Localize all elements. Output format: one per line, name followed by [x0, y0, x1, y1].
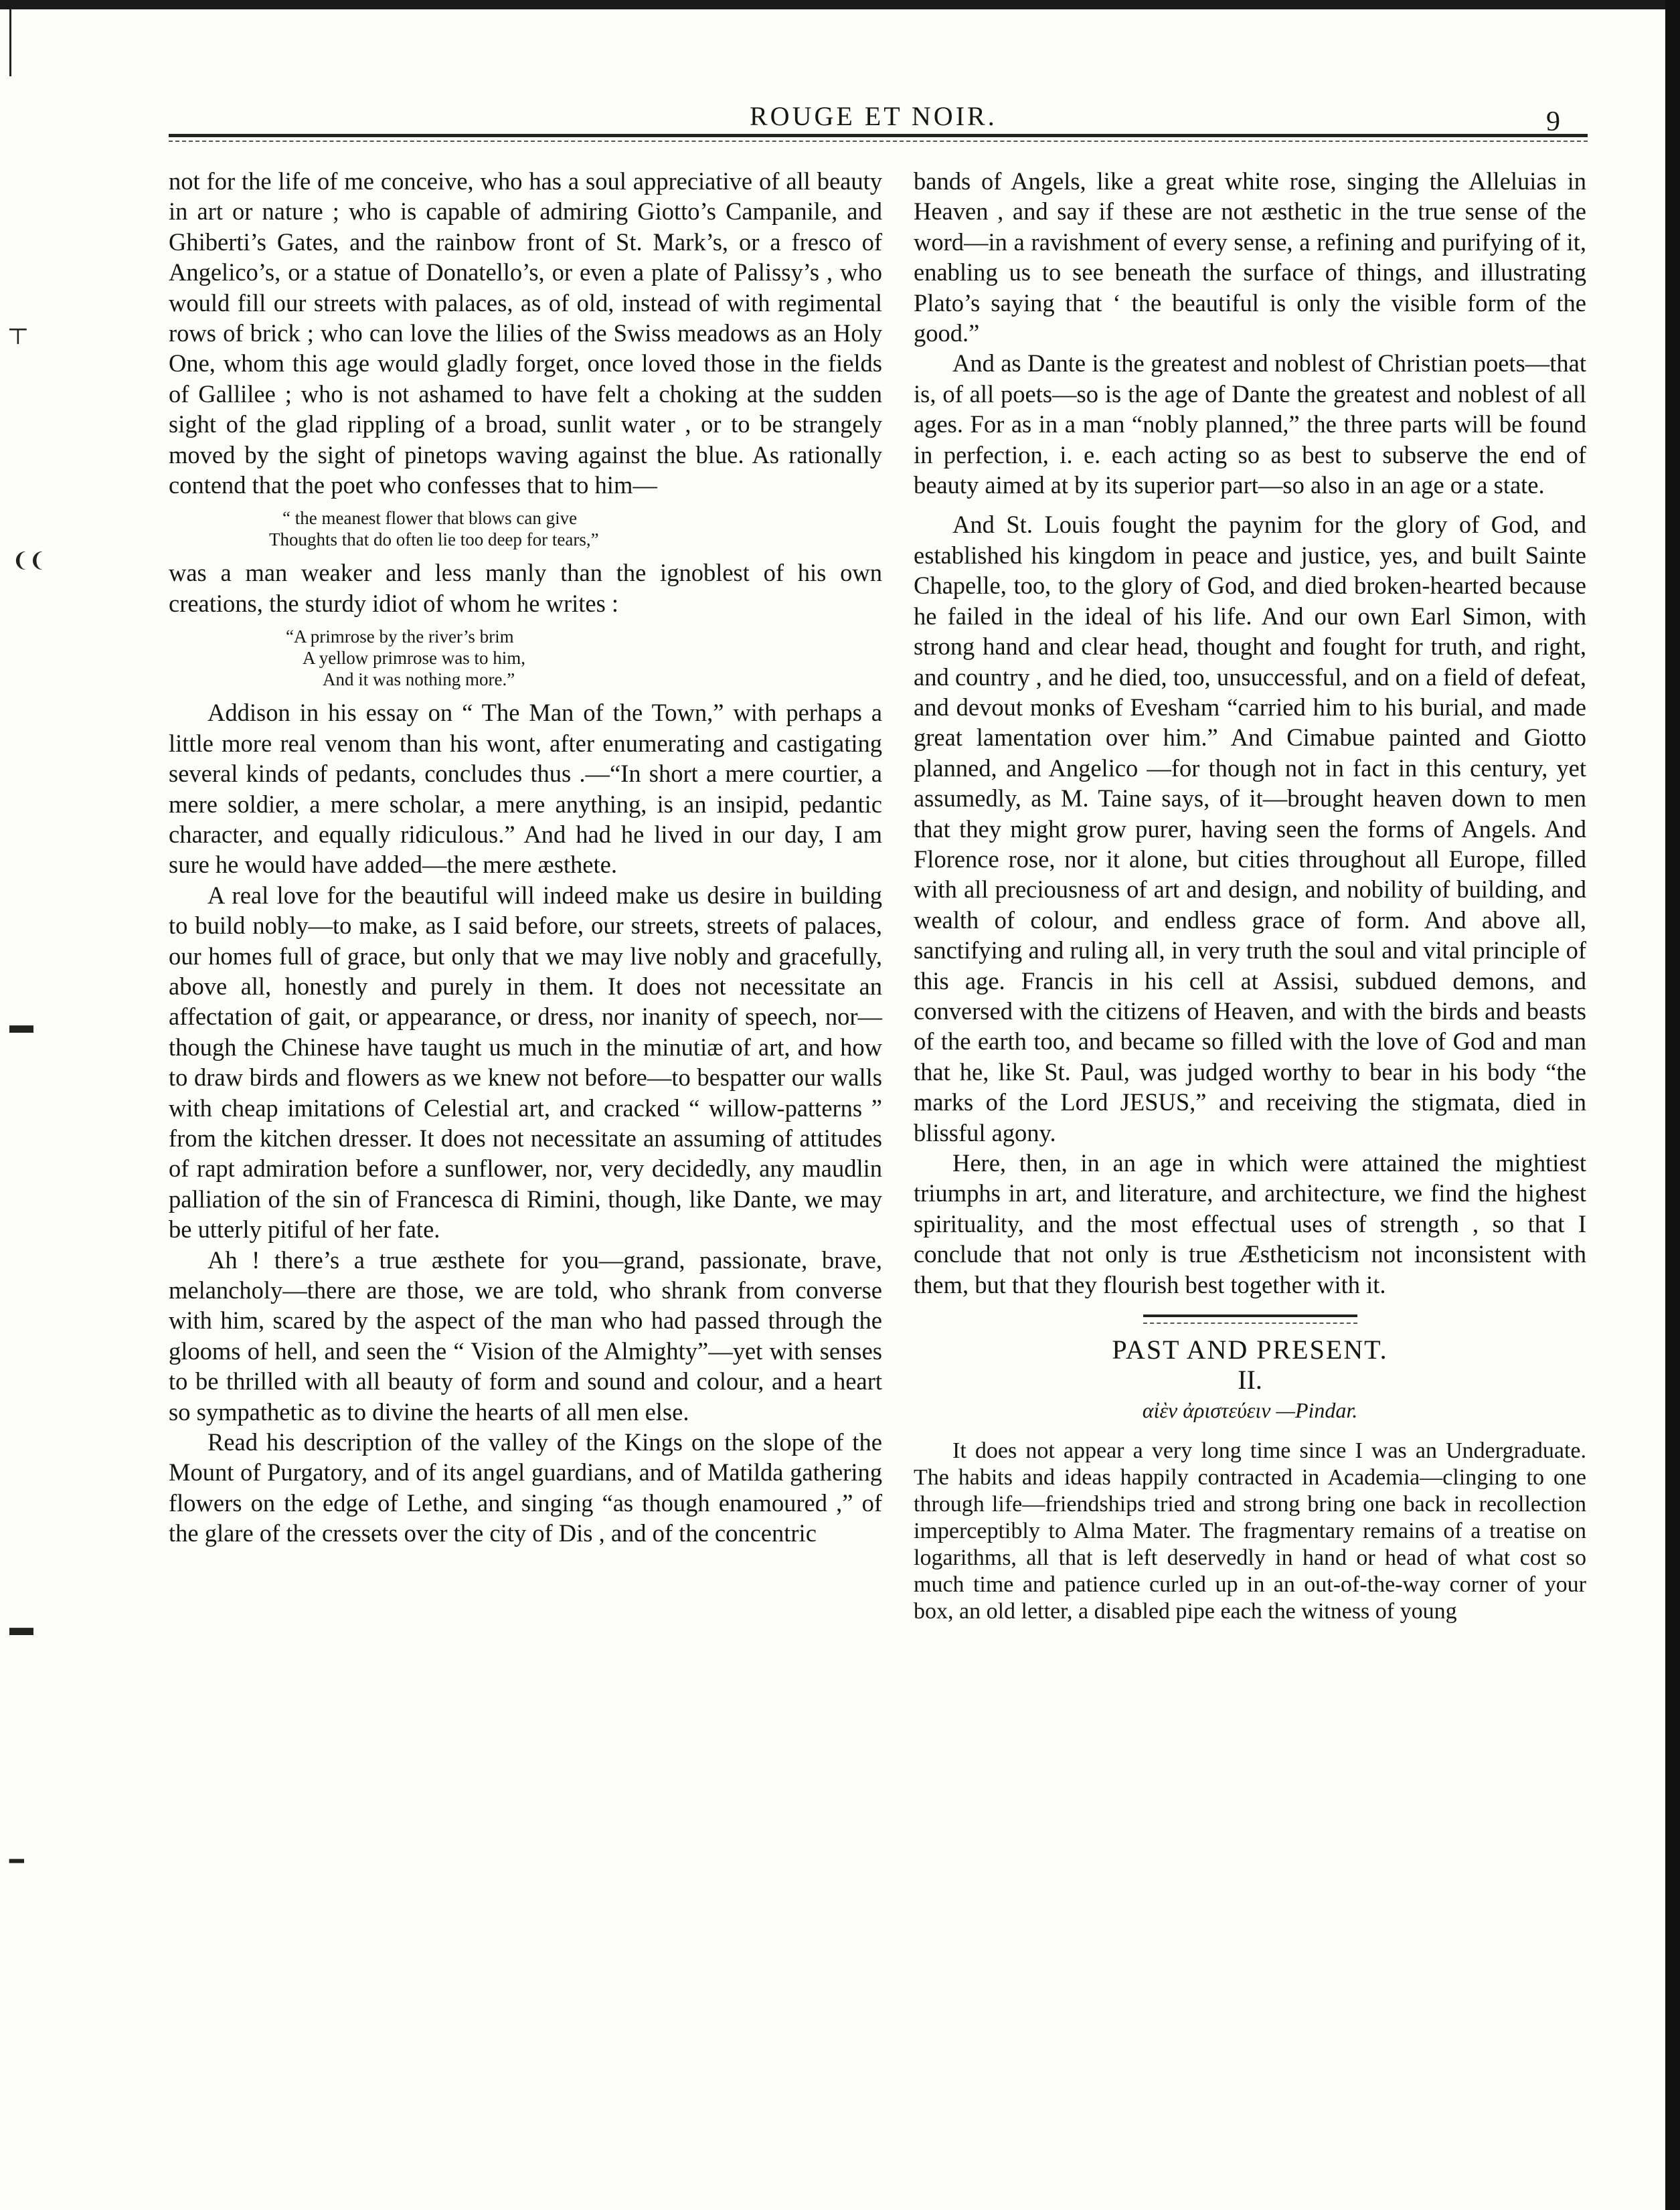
left-column — [169, 166, 882, 1549]
paragraph: It does not appear a very long time since I was an Undergraduate. The habits and ideas happily contracted in Academia—clinging to one through life—friendships tried and strong bring one back in recollection imperceptibly to Alma Mater. The fragmentary remains of a treatise on logarithms, all that is left deservedly in hand or head of what cost so much time and patience curled up in an out-of-the-way corner of your box, an old letter, a disabled pipe each the witness of young — [914, 1438, 1586, 1624]
section-number: II. — [1238, 1365, 1262, 1395]
section-rule — [1143, 1314, 1357, 1317]
paragraph: was a man weaker and less manly than the ignoblest of his own creations, the sturdy idiot of whom he writes : — [169, 559, 882, 617]
paragraph: Read his description of the valley of the Kings on the slope of the Mount of Purgatory, and of its angel guardians, and of Matilda gathering flowers on the edge of Lethe, and singing “as though enamoured ,” of the glare of the cressets over the city of Dis , and of the concentric — [169, 1428, 882, 1547]
paragraph: bands of Angels, like a great white rose, singing the Alleluias in Heaven , and say if these are not æsthetic in the true sense of the word—in a ravishment of every sense, a refining and purifying of it, enabling us to see beneath the surface of things, and illustrating Plato’s saying that ‘ the beautiful is only the visible form of the good.” — [914, 167, 1586, 347]
left-margin-rule — [9, 9, 11, 76]
header-rule — [169, 134, 1588, 137]
header-rule-dashed — [169, 141, 1588, 142]
right-page-edge — [1665, 0, 1680, 2210]
margin-mark: ┬ — [9, 315, 27, 342]
verse-line: Thoughts that do often lie too deep for tears,” — [269, 529, 599, 550]
margin-mark: ❨❨ — [12, 549, 46, 572]
margin-mark: ▬ — [9, 1011, 33, 1038]
verse-line: And it was nothing more.” — [323, 669, 515, 690]
paragraph: A real love for the beautiful will indeed make us desire in building to build nobly—to make, as I said before, our streets, streets of palaces, our homes full of grace, but only that we may live nobly and gracefully, above all, honestly and purely in them. It does not necessitate an affectation of gait, or appearance, or dress, nor inanity of speech, nor—though the Chinese have taught us much in the minutiæ of art, and how to draw birds and flowers as we knew not before—to bespatter our walls with cheap imitations of Celestial art, and cracked “ willow-patterns ” from the kitchen dresser. It does not necessitate an assuming of attitudes of rapt admiration before a sunflower, nor, very decidedly, any maudlin palliation of the sin of Francesca di Rimini, though, like Dante, we may be utterly pitiful of her fate. — [169, 881, 882, 1244]
paragraph: And as Dante is the greatest and noblest of Christian poets—that is, of all poets—so is the age of Dante the greatest and noblest of all ages. For as in a man “nobly planned,” the three parts will be found in perfection, i. e. each acting so as best to subserve the end of beauty aimed at by its superior part—so also in an age or a state. — [914, 349, 1586, 499]
margin-mark: ▬ — [9, 1614, 33, 1640]
page-number: 9 — [1546, 106, 1560, 137]
paragraph: Addison in his essay on “ The Man of the Town,” with perhaps a little more real venom than his wont, after enumerating and castigating several kinds of pedants, concludes thus .—“In short a mere courtier, a mere soldier, a mere scholar, a mere anything, is an insipid, pedantic character, and equally ridiculous.” And had he lived in our day, I am sure he would have added—the mere æsthete. — [169, 699, 882, 879]
verse-line: “A primrose by the river’s brim — [286, 626, 514, 647]
section-heading: PAST AND PRESENT. — [1112, 1335, 1388, 1365]
paragraph: And St. Louis fought the paynim for the glory of God, and established his kingdom in peace and justice, yes, and built Sainte Chapelle, too, to the glory of God, and died broken-hearted because he failed in the ideal of his life. And our own Earl Simon, with strong hand and clear head, thought and fought for truth, and right, and country , and he died, too, unsuccessful, and on a field of defeat, and devout monks of Evesham “carried him to his burial, and made great lamentation over him.” And Cimabue painted and Giotto planned, and Angelico —for though not in fact in this century, yet assumedly, as M. Taine says, of it—brought heaven down to men that they might grow purer, having seen the forms of Angels. And Florence rose, nor it alone, but cities throughout all Europe, filled with all preciousness of art and design, and nobility of building, and wealth of colour, and endless grace of form. And above all, sanctifying and ruling all, in very truth the soul and vital principle of this age. Francis in his cell at Assisi, subdued demons, and conversed with the citizens of Heaven, and with the birds and beasts of the earth too, and became so filled with the love of God and man that he, like St. Paul, was judged worthy to bear in his body “the marks of the Lord JESUS,” and receiving the stigmata, died in blissful agony. — [914, 511, 1586, 1146]
section-rule-dashed — [1143, 1323, 1357, 1324]
verse-line: “ the meanest flower that blows can give — [282, 508, 578, 529]
right-column — [914, 166, 1586, 1625]
top-border — [0, 0, 1680, 9]
running-header-title: ROUGE ET NOIR. — [750, 101, 997, 131]
margin-mark: ━ — [9, 1848, 24, 1875]
paragraph: not for the life of me conceive, who has a soul appreciative of all beauty in art or nature ; who is capable of admiring Giotto’s Campanile, and Ghiberti’s Gates, and the rainbow front of St. Mark’s, or a fresco of Angelico’s, or a statue of Donatello’s, or even a plate of Palissy’s , who would fill our streets with palaces, as of old, instead of with regimental rows of brick ; who can love the lilies of the Swiss meadows as an Holy One, whom this age would gladly forget, once loved those in the fields of Gallilee ; who is not ashamed to have felt a choking at the sudden sight of the glad rippling of a broad, sunlit water , or to be strangely moved by the sight of pinetops waving against the blue. As rationally contend that the poet who confesses that to him— — [169, 167, 882, 499]
paragraph: Ah ! there’s a true æsthete for you—grand, passionate, brave, melancholy—there are those, we are told, who shrank from converse with him, scared by the aspect of the man who had passed through the glooms of hell, and seen the “ Vision of the Almighty”—yet with senses to be thrilled with all beauty of form and sound and colour, and a heart so sympathetic as to divine the hearts of all men else. — [169, 1246, 882, 1426]
verse-line: A yellow primrose was to him, — [303, 648, 525, 669]
paragraph: Here, then, in an age in which were attained the mightiest triumphs in art, and literature, and architecture, we find the highest spirituality, and the most effectual uses of strength , so that I conclude that not only is true Æstheticism not inconsistent with them, but that they flourish best together with it. — [914, 1149, 1586, 1298]
epigraph: αἰὲν ἀριστεύειν —Pindar. — [1142, 1397, 1358, 1422]
